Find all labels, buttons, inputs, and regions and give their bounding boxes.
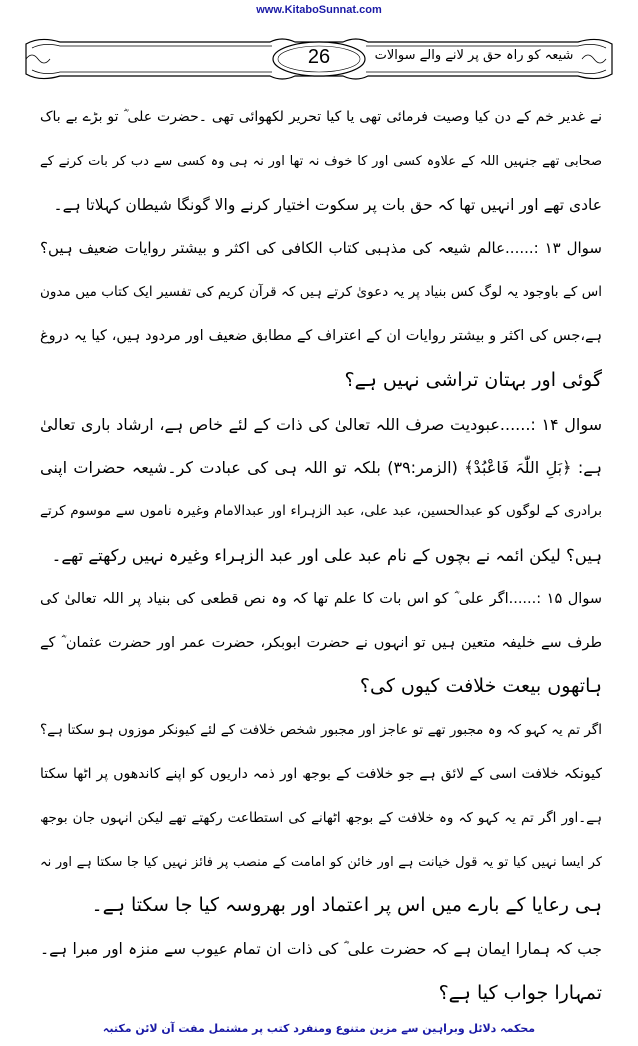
page-body: [40, 96, 602, 1016]
text-line: گوئی اور بہتان تراشی نہیں ہے؟: [344, 368, 602, 391]
text-line: کیونکہ خلافت اسی کے لائق ہے جو خلافت کے بوجھ اور ذمہ داریوں کو اپنے کاندھوں پر اٹھا سکتا: [40, 765, 602, 782]
page-header-frame: [20, 34, 618, 84]
text-line: ہاتھوں بیعت خلافت کیوں کی؟: [359, 675, 602, 698]
text-line: اس کے باوجود یہ لوگ کس بنیاد پر یہ دعویٰ کرتے ہیں کہ قرآن کریم کی تفسیر ایک کتاب میں مدون: [40, 284, 602, 301]
question-13-heading: سوال ۱۳ :......عالم شیعہ کی مذہبی کتاب الکافی کی اکثر و بیشتر روایات ضعیف ہیں؟: [40, 239, 602, 258]
text-line: طرف سے خلیفہ متعین ہیں تو انہوں نے حضرت ابوبکر، حضرت عمر اور حضرت عثمان ؓ کے: [40, 634, 602, 651]
running-title: شیعہ کو راہ حق پر لانے والے سوالات: [374, 48, 574, 63]
text-line: ہی رعایا کے بارے میں اس پر اعتماد اور بھروسہ کیا جا سکتا ہے۔: [91, 894, 602, 917]
text-line: جب کہ ہمارا ایمان ہے کہ حضرت علی ؓ کی ذات ان تمام عیوب سے منزہ اور مبرا ہے۔: [40, 940, 602, 959]
text-line: تمہارا جواب کیا ہے؟: [438, 981, 602, 1004]
text-line: ہے،جس کی اکثر و بیشتر روایات ان کے اعتراف کے مطابق ضعیف اور مردود ہیں، کیا یہ دروغ: [40, 327, 602, 344]
page-number: 26: [307, 46, 331, 68]
text-line: برادری کے لوگوں کو عبدالحسین، عبد علی، عبد الزہراء اور عبدالامام وغیرہ ناموں سے موسوم کرتے: [40, 503, 602, 520]
text-line: ہیں؟ لیکن ائمہ نے بچوں کے نام عبد علی اور عبد الزہراء وغیرہ نہیں رکھتے تھے۔: [51, 545, 602, 565]
text-line: عادی تھے اور انہیں تھا کہ حق بات پر سکوت اختیار کرنے والا گونگا شیطان کہلاتا ہے۔: [53, 195, 602, 214]
text-line: ہے۔اور اگر تم یہ کہو کہ وہ خلافت کے بوجھ اٹھانے کی استطاعت رکھتے تھے لیکن انہوں جان بوجھ: [40, 809, 602, 826]
text-line: نے غدیر خم کے دن کیا وصیت فرمائی تھی یا کیا تحریر لکھوائی تھی ۔حضرت علی ؓ تو بڑے بے باک: [40, 109, 602, 125]
text-line: صحابی تھے جنہیں اللہ کے علاوہ کسی اور کا خوف نہ تھا اور نہ ہی وہ کسی سے دب کر بات کرنے کے: [40, 153, 602, 169]
footer-text: محکمہ دلائل وبراہین سے مزین متنوع ومنفرد کتب پر مشتمل مفت آن لائن مکتبہ: [102, 1022, 536, 1035]
text-line: کر ایسا نہیں کیا تو یہ قول خیانت ہے اور خائن کو امامت کے منصب پر فائز نہیں کیا جا سکتا ہے اور نہ: [40, 854, 602, 870]
text-line: اگر تم یہ کہو کہ وہ مجبور تھے تو عاجز اور مجبور شخص خلافت کے لئے کیونکر موزوں ہو سکتا ہے؟: [40, 722, 602, 739]
site-url[interactable]: www.KitaboSunnat.com: [256, 4, 382, 16]
question-15-heading: سوال ۱۵ :......اگر علی ؓ کو اس بات کا علم تھا کہ وہ نص قطعی کی بنیاد پر اللہ تعالیٰ کی: [40, 590, 602, 607]
question-14-heading: سوال ۱۴ :......عبودیت صرف اللہ تعالیٰ کی ذات کے لئے خاص ہے، ارشاد باری تعالیٰ: [40, 414, 602, 434]
text-line: ہے: ﴿بَلِ اللّٰہَ فَاعْبُدْ﴾ (الزمر:۳۹) بلکہ تو اللہ ہی کی عبادت کر۔شیعہ حضرات اپنی: [40, 458, 602, 478]
